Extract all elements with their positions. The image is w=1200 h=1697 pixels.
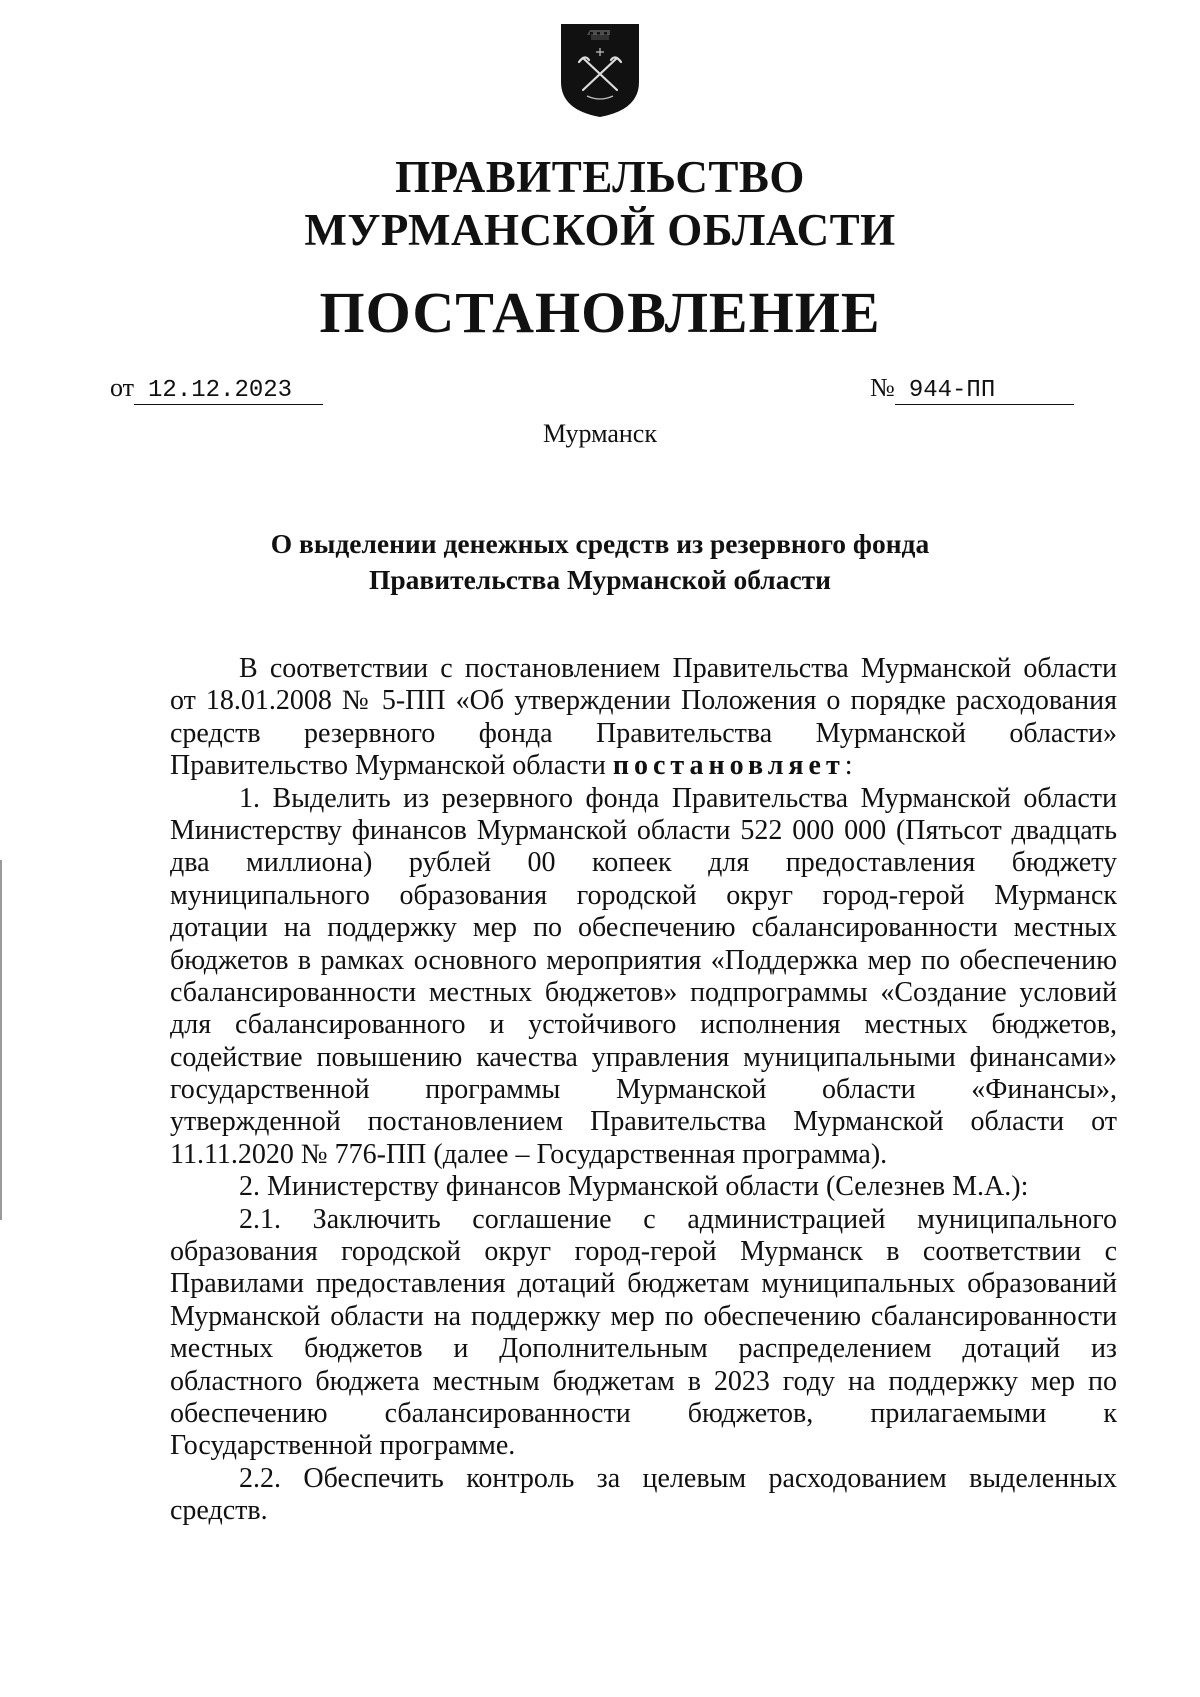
body-line: Министерству финансов Мурманской области 522 000 000 (Пятьсот двадцать <box>170 814 1117 846</box>
body-line: Правилами предоставления дотаций бюджетам муниципальных образований <box>170 1268 1117 1300</box>
document-type-heading: ПОСТАНОВЛЕНИЕ <box>319 280 881 345</box>
body-line: дотации на поддержку мер по обеспечению сбалансированности местных <box>170 912 1117 944</box>
body-line: 2.2. Обеспечить контроль за целевым расходованием выделенных <box>239 1462 1117 1494</box>
body-line: государственной программы Мурманской области «Финансы», <box>170 1074 1117 1106</box>
number-value: 944-ПП <box>895 378 1074 405</box>
body-line: обеспечению сбалансированности бюджетов, прилагаемыми к <box>170 1397 1117 1429</box>
body-line: для сбалансированного и устойчивого исполнения местных бюджетов, <box>170 1009 1117 1041</box>
body-text: Правительство Мурманской области <box>170 750 613 782</box>
body-text: : <box>844 750 853 782</box>
number-field <box>870 372 1074 405</box>
org-name-line1: ПРАВИТЕЛЬСТВО <box>395 152 805 202</box>
body-line: местных бюджетов и Дополнительным распределением дотаций из <box>170 1333 1117 1365</box>
date-value: 12.12.2023 <box>134 378 323 405</box>
body-line: содействие повышению качества управления муниципальными финансами» <box>170 1041 1117 1073</box>
body-line: 1. Выделить из резервного фонда Правительства Мурманской области <box>239 782 1117 814</box>
title-line-2: Правительства Мурманской области <box>368 564 832 595</box>
number-prefix: № <box>870 373 895 402</box>
title-line-1: О выделении денежных средств из резервного фонда <box>270 528 930 559</box>
body-line: муниципального образования городской округ город-герой Мурманск <box>170 879 1117 911</box>
body-line: Мурманской области на поддержку мер по обеспечению сбалансированности <box>170 1300 1117 1332</box>
body-line <box>170 750 1117 782</box>
org-name-line2: МУРМАНСКОЙ ОБЛАСТИ <box>304 205 896 255</box>
body-line: бюджетов в рамках основного мероприятия «Поддержка мер по обеспечению <box>170 944 1117 976</box>
body-line: 2.1. Заключить соглашение с администрацией муниципального <box>239 1203 1117 1235</box>
body-line: 2. Министерству финансов Мурманской области (Селезнев М.А.): <box>239 1171 1029 1203</box>
body-text-emphasis: постановляет <box>612 750 845 782</box>
document-body <box>170 653 1117 1528</box>
city-name: Мурманск <box>543 419 657 448</box>
body-line: образования городской округ город-герой Мурманск в соответствии с <box>170 1236 1117 1268</box>
date-prefix: от <box>110 373 135 402</box>
body-line: два миллиона) рублей 00 копеек для предоставления бюджету <box>170 847 1117 879</box>
scan-edge-mark <box>0 860 2 1220</box>
date-field <box>110 372 323 405</box>
body-line: В соответствии с постановлением Правительства Мурманской области <box>239 653 1117 684</box>
body-line: сбалансированности местных бюджетов» подпрограммы «Создание условий <box>170 976 1117 1008</box>
body-line: 11.11.2020 № 776-ПП (далее – Государственная программа). <box>170 1138 888 1170</box>
body-line: Государственной программе. <box>170 1430 516 1462</box>
body-line: средств резервного фонда Правительства Мурманской области» <box>170 717 1117 749</box>
body-line: утвержденной постановлением Правительства Мурманской области от <box>170 1106 1117 1138</box>
document-title <box>0 526 1200 598</box>
body-line: средств. <box>170 1495 268 1527</box>
body-line: областного бюджета местным бюджетам в 2023 году на поддержку мер по <box>170 1365 1117 1397</box>
coat-of-arms-icon <box>557 20 643 120</box>
body-line: от 18.01.2008 № 5-ПП «Об утверждении Положения о порядке расходования <box>170 685 1117 717</box>
